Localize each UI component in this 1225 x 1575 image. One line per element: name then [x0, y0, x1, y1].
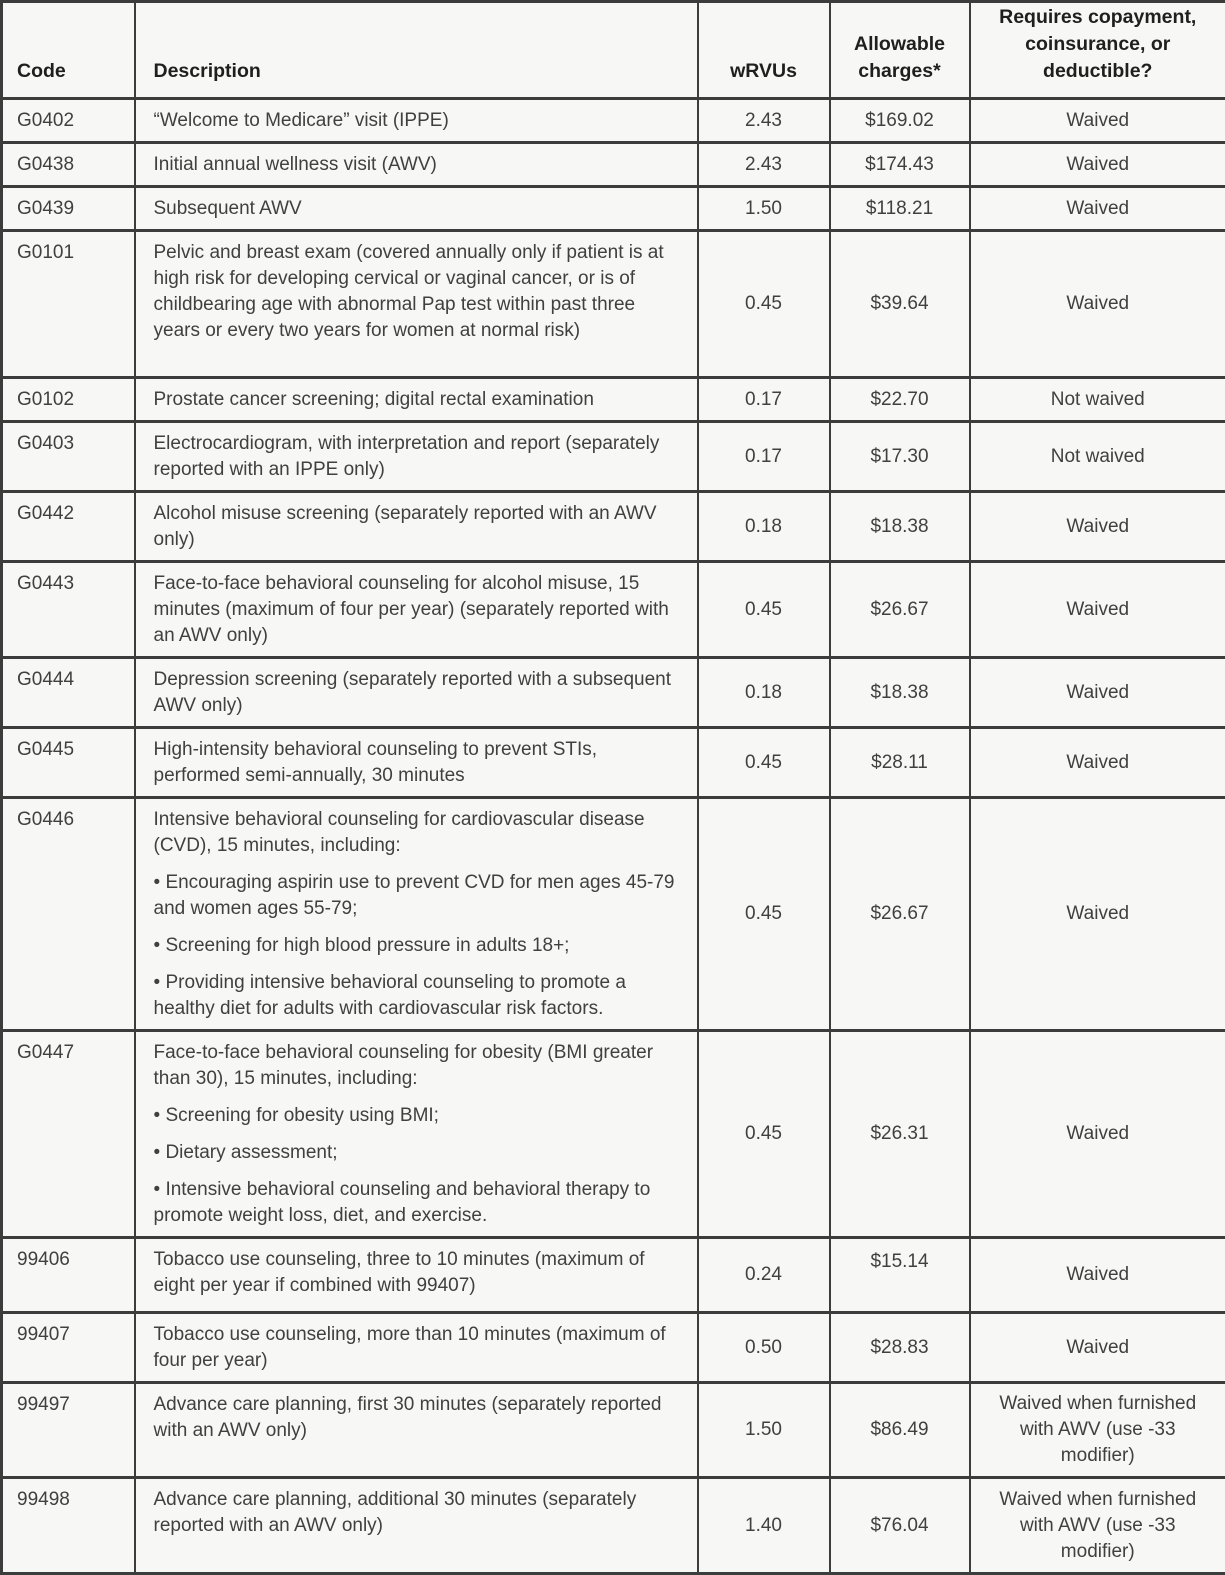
description-cell [135, 728, 698, 798]
table-row [2, 798, 1225, 1031]
code-cell: G0446 [2, 798, 135, 1031]
charges-cell: $169.02 [830, 99, 970, 143]
code-cell: G0102 [2, 378, 135, 422]
requires-cell: Waived [970, 1031, 1225, 1238]
requires-cell: Waived [970, 492, 1225, 562]
table-row [2, 422, 1225, 492]
charges-cell: $22.70 [830, 378, 970, 422]
description-cell [135, 143, 698, 187]
requires-cell: Waived [970, 798, 1225, 1031]
description-cell [135, 1313, 698, 1383]
table-row [2, 1313, 1225, 1383]
description-paragraph: Tobacco use counseling, more than 10 minutes (maximum of four per year) [154, 1322, 681, 1374]
wrvus-cell: 0.45 [698, 798, 830, 1031]
table-row [2, 562, 1225, 658]
code-cell: G0442 [2, 492, 135, 562]
requires-cell: Not waived [970, 422, 1225, 492]
description-cell [135, 798, 698, 1031]
wrvus-cell: 1.50 [698, 187, 830, 231]
wrvus-cell: 0.45 [698, 231, 830, 378]
wrvus-cell: 2.43 [698, 99, 830, 143]
wrvus-cell: 1.40 [698, 1478, 830, 1574]
description-paragraph: Advance care planning, first 30 minutes (separately reported with an AWV only) [154, 1392, 681, 1444]
charges-cell: $26.67 [830, 562, 970, 658]
charges-cell: $118.21 [830, 187, 970, 231]
requires-cell: Waived [970, 1238, 1225, 1313]
description-cell [135, 1383, 698, 1478]
description-paragraph: Intensive behavioral counseling for cardiovascular disease (CVD), 15 minutes, including: [154, 807, 681, 859]
table-row [2, 99, 1225, 143]
charges-cell: $18.38 [830, 492, 970, 562]
description-paragraph: Depression screening (separately reported with a subsequent AWV only) [154, 667, 681, 719]
description-bullet-item: • Intensive behavioral counseling and behavioral therapy to promote weight loss, diet, and exercise. [154, 1177, 681, 1229]
requires-cell: Waived [970, 143, 1225, 187]
description-cell [135, 1478, 698, 1574]
code-cell: G0438 [2, 143, 135, 187]
header-description: Description [135, 2, 698, 99]
description-paragraph: Tobacco use counseling, three to 10 minutes (maximum of eight per year if combined with 99407) [154, 1247, 681, 1299]
charges-cell: $18.38 [830, 658, 970, 728]
description-cell [135, 1031, 698, 1238]
table-row [2, 1383, 1225, 1478]
requires-cell: Waived [970, 1313, 1225, 1383]
code-cell: G0444 [2, 658, 135, 728]
wrvus-cell: 0.50 [698, 1313, 830, 1383]
description-bullet-item: • Screening for high blood pressure in adults 18+; [154, 933, 681, 959]
requires-cell: Waived [970, 728, 1225, 798]
description-cell [135, 658, 698, 728]
wrvus-cell: 1.50 [698, 1383, 830, 1478]
wrvus-cell: 0.45 [698, 1031, 830, 1238]
header-requires-copayment: Requires copayment, coinsurance, or deductible? [970, 2, 1225, 99]
table-row [2, 492, 1225, 562]
table-row [2, 378, 1225, 422]
charges-cell: $15.14 [830, 1238, 970, 1313]
requires-cell: Waived when furnished with AWV (use -33 modifier) [970, 1383, 1225, 1478]
charges-cell: $76.04 [830, 1478, 970, 1574]
charges-cell: $28.83 [830, 1313, 970, 1383]
description-cell [135, 187, 698, 231]
code-cell: G0402 [2, 99, 135, 143]
code-cell: 99407 [2, 1313, 135, 1383]
table-row [2, 187, 1225, 231]
description-paragraph: Face-to-face behavioral counseling for alcohol misuse, 15 minutes (maximum of four per year) (separately reported with an AWV only) [154, 571, 681, 649]
description-paragraph: Face-to-face behavioral counseling for obesity (BMI greater than 30), 15 minutes, including: [154, 1040, 681, 1092]
description-bullet-item: • Dietary assessment; [154, 1140, 681, 1166]
description-paragraph: Alcohol misuse screening (separately reported with an AWV only) [154, 501, 681, 553]
wrvus-cell: 0.18 [698, 658, 830, 728]
code-cell: G0445 [2, 728, 135, 798]
requires-cell: Not waived [970, 378, 1225, 422]
table-row [2, 1478, 1225, 1574]
requires-cell: Waived when furnished with AWV (use -33 modifier) [970, 1478, 1225, 1574]
code-cell: G0101 [2, 231, 135, 378]
table-row [2, 728, 1225, 798]
header-row [2, 2, 1225, 99]
charges-cell: $39.64 [830, 231, 970, 378]
header-allowable-charges: Allowable charges* [830, 2, 970, 99]
code-cell: G0439 [2, 187, 135, 231]
requires-cell: Waived [970, 187, 1225, 231]
table-row [2, 143, 1225, 187]
description-bullet-item: • Encouraging aspirin use to prevent CVD for men ages 45-79 and women ages 55-79; [154, 870, 681, 922]
table-row [2, 658, 1225, 728]
code-cell: G0447 [2, 1031, 135, 1238]
description-paragraph: Pelvic and breast exam (covered annually only if patient is at high risk for developing cervical or vaginal cancer, or is of childbearing age with abnormal Pap test within past three years or every two years for women at normal risk) [154, 240, 681, 344]
table-row [2, 1238, 1225, 1313]
wrvus-cell: 0.18 [698, 492, 830, 562]
description-paragraph: Advance care planning, additional 30 minutes (separately reported with an AWV only) [154, 1487, 681, 1539]
wrvus-cell: 0.17 [698, 378, 830, 422]
charges-cell: $17.30 [830, 422, 970, 492]
code-cell: G0443 [2, 562, 135, 658]
description-cell [135, 422, 698, 492]
code-cell: 99406 [2, 1238, 135, 1313]
header-wrvus: wRVUs [698, 2, 830, 99]
description-paragraph: Prostate cancer screening; digital rectal examination [154, 387, 681, 413]
charges-cell: $26.31 [830, 1031, 970, 1238]
description-cell [135, 492, 698, 562]
charges-cell: $26.67 [830, 798, 970, 1031]
description-paragraph: High-intensity behavioral counseling to prevent STIs, performed semi-annually, 30 minutes [154, 737, 681, 789]
requires-cell: Waived [970, 99, 1225, 143]
header-code: Code [2, 2, 135, 99]
wrvus-cell: 0.17 [698, 422, 830, 492]
charges-cell: $86.49 [830, 1383, 970, 1478]
description-bullet-item: • Screening for obesity using BMI; [154, 1103, 681, 1129]
description-paragraph: “Welcome to Medicare” visit (IPPE) [154, 108, 681, 134]
requires-cell: Waived [970, 231, 1225, 378]
table-row [2, 1031, 1225, 1238]
code-cell: 99498 [2, 1478, 135, 1574]
wrvus-cell: 2.43 [698, 143, 830, 187]
description-cell [135, 99, 698, 143]
description-bullet-item: • Providing intensive behavioral counseling to promote a healthy diet for adults with cardiovascular risk factors. [154, 970, 681, 1022]
wrvus-cell: 0.45 [698, 728, 830, 798]
code-cell: 99497 [2, 1383, 135, 1478]
description-cell [135, 378, 698, 422]
description-cell [135, 1238, 698, 1313]
description-paragraph: Initial annual wellness visit (AWV) [154, 152, 681, 178]
requires-cell: Waived [970, 658, 1225, 728]
description-paragraph: Subsequent AWV [154, 196, 681, 222]
description-cell [135, 231, 698, 378]
table-row [2, 231, 1225, 378]
code-cell: G0403 [2, 422, 135, 492]
description-paragraph: Electrocardiogram, with interpretation and report (separately reported with an IPPE only) [154, 431, 681, 483]
wrvus-cell: 0.24 [698, 1238, 830, 1313]
wrvus-cell: 0.45 [698, 562, 830, 658]
charges-cell: $174.43 [830, 143, 970, 187]
requires-cell: Waived [970, 562, 1225, 658]
charges-cell: $28.11 [830, 728, 970, 798]
description-cell [135, 562, 698, 658]
